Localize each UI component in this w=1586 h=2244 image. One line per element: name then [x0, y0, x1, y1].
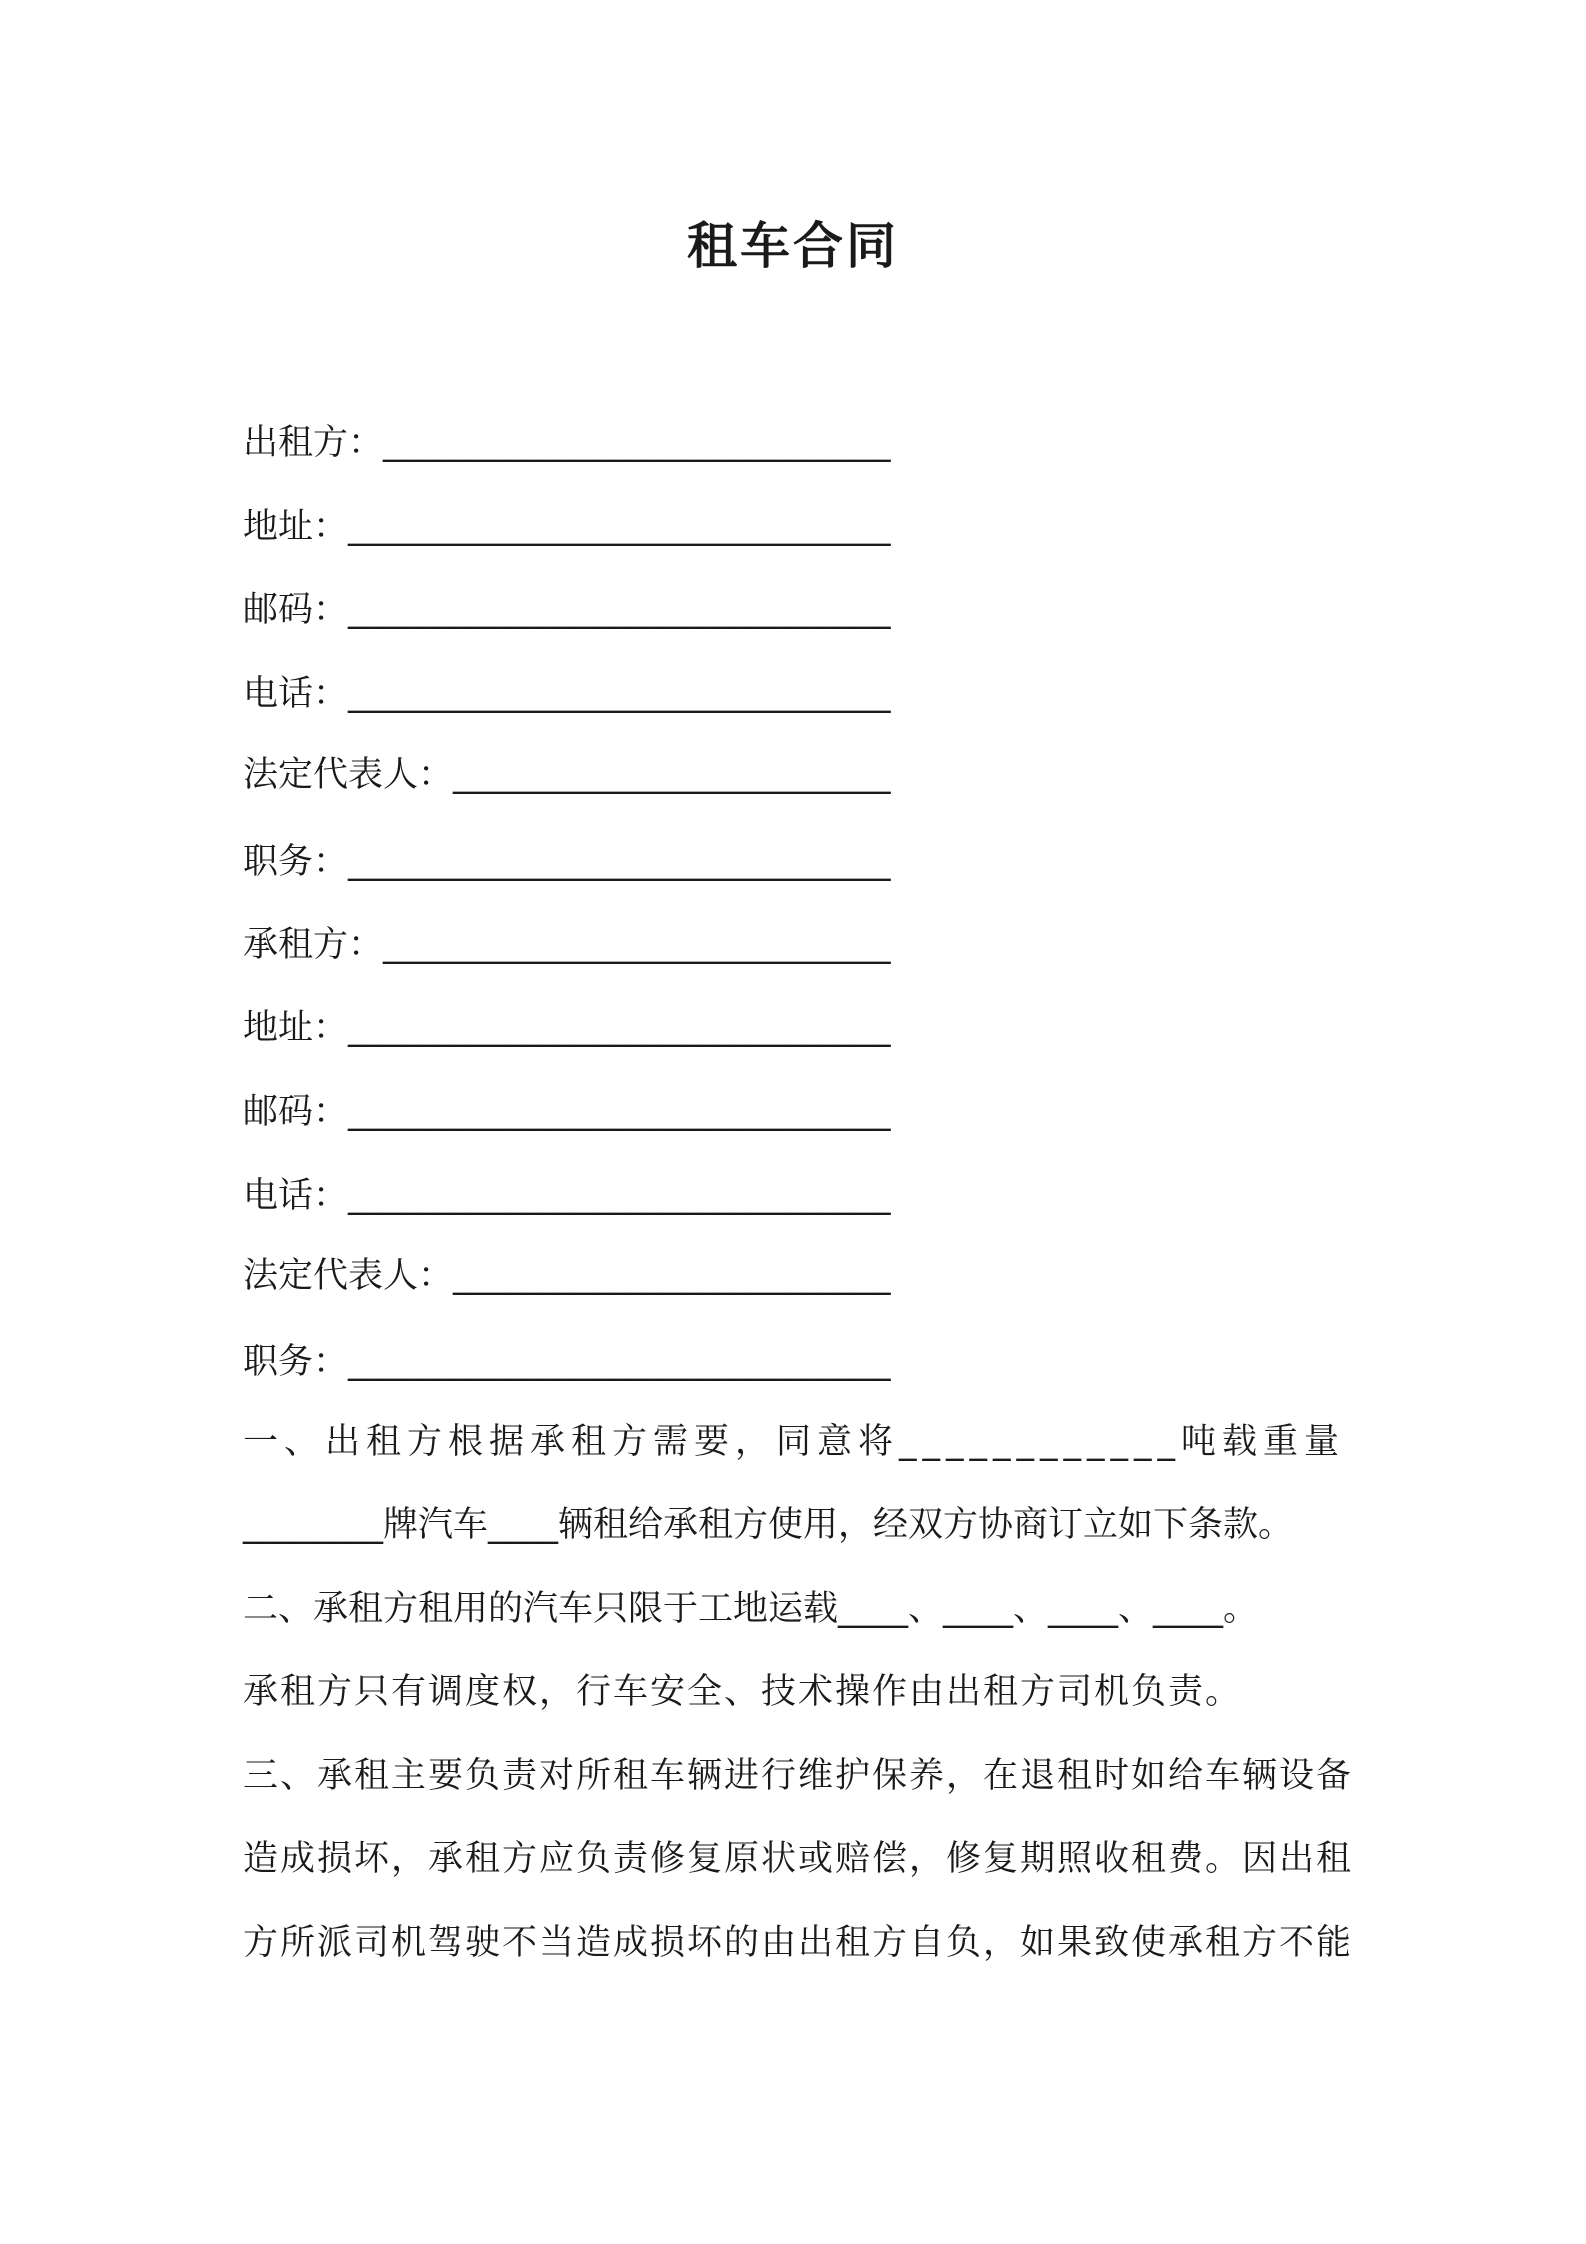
lessor-representative-field: 法定代表人：_________________________: [243, 755, 891, 795]
lessee-representative-field: 法定代表人：_________________________: [243, 1256, 891, 1296]
clause-line-5: 三、承租主要负责对所租车辆进行维护保养，在退租时如给车辆设备: [243, 1756, 1354, 1796]
lessee-phone-field: 电话：_______________________________: [243, 1176, 891, 1216]
clause-line-7: 方所派司机驾驶不当造成损坏的由出租方自负，如果致使承租方不能: [243, 1923, 1354, 1963]
lessor-position-field: 职务：_______________________________: [243, 842, 891, 882]
clause-line-4: 承租方只有调度权，行车安全、技术操作由出租方司机负责。: [243, 1672, 1243, 1712]
clause-line-6: 造成损坏，承租方应负责修复原状或赔偿，修复期照收租费。因出租: [243, 1839, 1354, 1879]
clause-line-1: 一、出租方根据承租方需要，同意将____________吨载重量: [243, 1422, 1346, 1462]
lessor-name-field: 出租方：_____________________________: [243, 423, 891, 463]
clause-line-3: 二、承租方租用的汽车只限于工地运载____、____、____、____。: [243, 1589, 1259, 1629]
lessor-phone-field: 电话：_______________________________: [243, 674, 891, 714]
document-title: 租车合同: [687, 217, 899, 275]
lessee-position-field: 职务：_______________________________: [243, 1342, 891, 1382]
clause-line-2: ________牌汽车____辆租给承租方使用，经双方协商订立如下条款。: [243, 1505, 1294, 1545]
lessee-name-field: 承租方：_____________________________: [243, 925, 891, 965]
lessor-postcode-field: 邮码：_______________________________: [243, 590, 891, 630]
lessor-address-field: 地址：_______________________________: [243, 507, 891, 547]
lessee-address-field: 地址：_______________________________: [243, 1008, 891, 1048]
lessee-postcode-field: 邮码：_______________________________: [243, 1092, 891, 1132]
